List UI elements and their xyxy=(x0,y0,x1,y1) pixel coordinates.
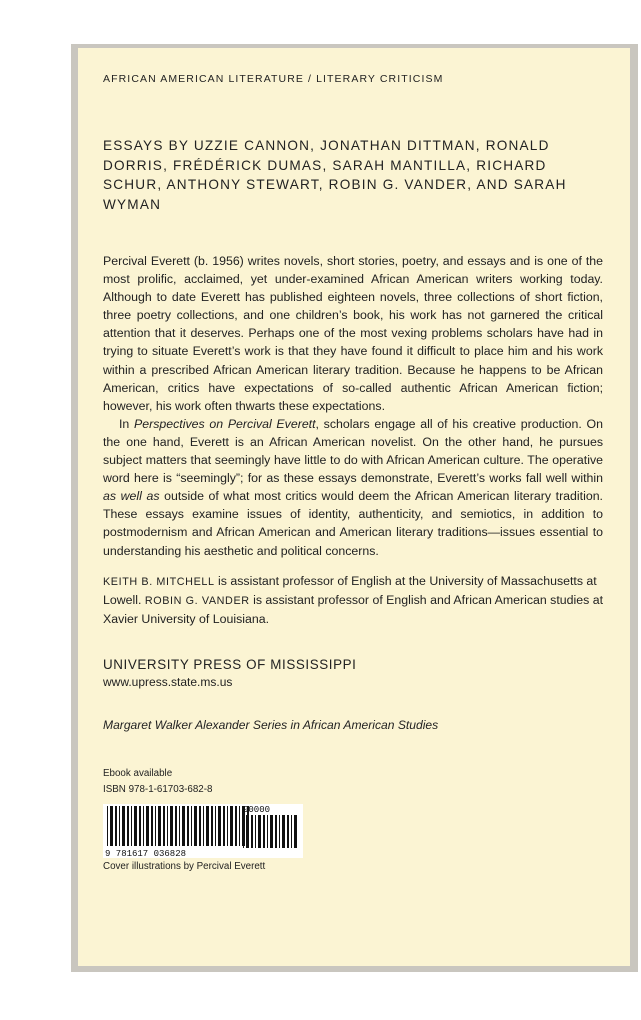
barcode-bar xyxy=(175,806,177,846)
paragraph-2-lead: In xyxy=(119,416,135,431)
barcode-bar xyxy=(230,806,233,846)
barcode-bar xyxy=(218,806,221,846)
editor-2-name: ROBIN G. VANDER xyxy=(144,594,250,607)
barcode-bar xyxy=(163,806,165,846)
paragraph-2-part-b: outside of what most critics would deem the African American literary tradition. These essays examine issues of identity, authenticity, and semiotics, in addition to postmodernism and African American and American literary traditions—issues essential to understanding his aesthetic and political concerns. xyxy=(103,489,603,558)
barcode-bar xyxy=(211,806,213,846)
barcode-bar xyxy=(199,806,201,846)
barcode-graphic xyxy=(103,804,303,858)
barcode-bar xyxy=(167,806,168,846)
barcode-bar xyxy=(122,806,125,846)
back-cover-content xyxy=(103,70,603,874)
cover-credits: Cover illustrations by Percival Everett xyxy=(103,860,266,872)
description-paragraph-2 xyxy=(103,415,603,560)
barcode-bar xyxy=(215,806,216,846)
barcode-bar xyxy=(227,806,228,846)
barcode-bar xyxy=(275,815,277,848)
barcode-bar xyxy=(179,806,180,846)
series-name: Margaret Walker Alexander Series in African American Studies xyxy=(103,717,439,732)
editor-bios xyxy=(103,572,608,628)
barcode-bar xyxy=(191,806,192,846)
barcode-bar xyxy=(187,806,189,846)
barcode-bar xyxy=(294,815,297,848)
barcode-bar xyxy=(270,815,273,848)
barcode-bar xyxy=(127,806,129,846)
editor-1-bio: is assistant professor of English at the University of Massachusetts at Lowell. xyxy=(103,573,597,607)
barcode-bar xyxy=(267,815,268,848)
book-description xyxy=(103,252,603,560)
barcode-bar xyxy=(255,815,256,848)
paragraph-2-part-a: , scholars engage all of his creative production. On the one hand, Everett is an African American novelist. On the other hand, he pursues subject matters that seemingly have little to do with African American culture. The operative word here is “seemingly”; for as these essays demonstrate, Everett’s works fall well within xyxy=(103,416,603,486)
contributors-list: ESSAYS BY UZZIE CANNON, JONATHAN DITTMAN, RONALD DORRIS, FRÉDÉRICK DUMAS, SARAH MANTILLA, RICHARD SCHUR, ANTHONY STEWART, ROBIN G. VANDER, AND SARAH WYMAN xyxy=(103,138,567,212)
barcode-bar xyxy=(263,815,265,848)
barcode-bar xyxy=(282,815,285,848)
barcode-bar xyxy=(258,815,261,848)
barcode-bar xyxy=(291,815,292,848)
barcode-bar xyxy=(158,806,161,846)
barcode-bar xyxy=(243,815,244,848)
barcode-bar xyxy=(143,806,144,846)
barcode-bar xyxy=(223,806,225,846)
barcode-bar xyxy=(151,806,153,846)
barcode-bar xyxy=(206,806,209,846)
emphasis-italic: as well as xyxy=(103,489,160,504)
barcode-bar xyxy=(119,806,120,846)
barcode-bar xyxy=(279,815,280,848)
book-title-italic: Perspectives on Percival Everett xyxy=(134,416,316,431)
barcode-bar xyxy=(170,806,173,846)
barcode-bar xyxy=(134,806,137,846)
ebook-available: Ebook available xyxy=(103,767,173,779)
barcode-bar xyxy=(146,806,149,846)
barcode-bar xyxy=(239,806,240,846)
barcode-bar xyxy=(155,806,156,846)
editor-1-name: KEITH B. MITCHELL xyxy=(103,575,215,588)
publisher-url[interactable]: www.upress.state.ms.us xyxy=(103,674,233,689)
isbn-barcode xyxy=(103,804,303,858)
category-label: AFRICAN AMERICAN LITERATURE / LITERARY CRITICISM xyxy=(103,73,444,85)
barcode-bar xyxy=(107,806,108,846)
barcode-bar xyxy=(182,806,185,846)
barcode-bar xyxy=(115,806,117,846)
ebook-note xyxy=(103,766,603,798)
isbn: ISBN 978-1-61703-682-8 xyxy=(103,783,213,795)
description-paragraph-1: Percival Everett (b. 1956) writes novels, short stories, poetry, and essays and is one of the most prolific, acclaimed, yet under-examined African American writers working today. Although to date Everett has published eighteen novels, three collections of short fiction, three poetry collections, and one children’s book, his work has not garnered the critical attention that it deserves. Perhaps one of the most vexing problems scholars have had in trying to situate Everett’s work is that they have found it difficult to place him and his work within a prescribed African American literary tradition. Because he happens to be African American, critics have expectations of so-called authentic African American fiction; however, his work often thwarts these expectations. xyxy=(103,254,603,413)
barcode-bar xyxy=(139,806,141,846)
barcode-bar xyxy=(203,806,204,846)
barcode-bar xyxy=(110,806,113,846)
barcode-bar xyxy=(246,815,249,848)
barcode-main-digits: 9 781617 036828 xyxy=(105,848,187,858)
publisher-name: UNIVERSITY PRESS OF MISSISSIPPI xyxy=(103,656,357,672)
barcode-bar xyxy=(251,815,253,848)
barcode-bar xyxy=(194,806,197,846)
barcode-bar xyxy=(235,806,237,846)
addon-barcode-bars xyxy=(243,815,297,848)
barcode-addon-digits: 90000 xyxy=(243,804,271,815)
barcode-bar xyxy=(287,815,289,848)
editor-2-bio: is assistant professor of English and African American studies at Xavier University of Louisiana. xyxy=(103,592,604,626)
barcode-bar xyxy=(131,806,132,846)
